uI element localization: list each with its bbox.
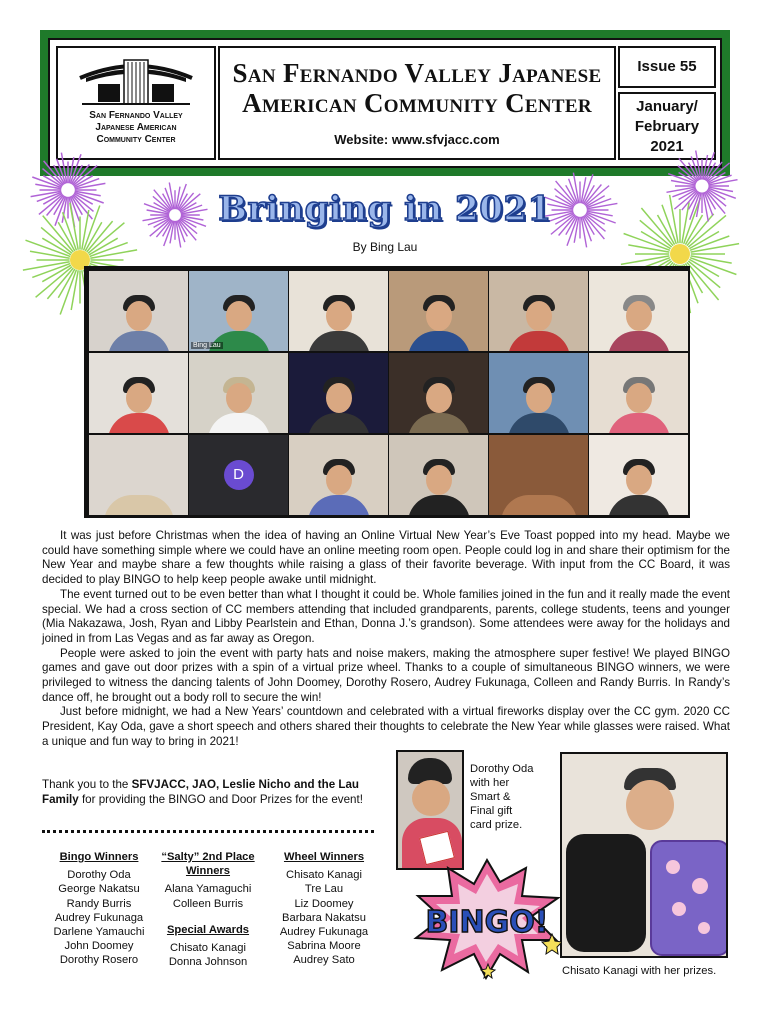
chisato-face bbox=[626, 780, 674, 830]
issue-number: Issue 55 bbox=[618, 46, 716, 88]
participant-tile bbox=[489, 435, 588, 515]
winner-name: Audrey Sato bbox=[293, 954, 355, 967]
dorothy-caption bbox=[470, 762, 550, 832]
participant-face bbox=[426, 465, 452, 495]
thanks-sponsors: SFVJACC, JAO, Leslie Nicho and the Lau Family bbox=[42, 778, 360, 806]
winner-name: Colleen Burris bbox=[172, 897, 244, 910]
firework-purple-right-icon bbox=[664, 148, 740, 224]
participant-tile bbox=[489, 271, 588, 351]
participant-tile bbox=[89, 271, 188, 351]
date-line: January/ bbox=[636, 98, 698, 115]
caption-line: Final gift bbox=[470, 805, 513, 817]
special-awards-heading: Special Awards bbox=[166, 923, 250, 936]
winner-name: Chisato Kanagi bbox=[170, 942, 246, 955]
article-paragraph: People were asked to join the event with party hats and noise makers, making the atmosphere super festive! We played BINGO games and gave out door prizes with a spin of a virtual prize wheel. Thanks to a couple of simultaneous BINGO winners, we were privileged to witness the dancing talents of John Doomey, Dorothy Rosero, Audrey Fukunaga, Colleen and Randy Burris. In Randy’s dance off, he brought out a body roll to secure the win! bbox=[42, 646, 730, 704]
participant-body bbox=[208, 413, 270, 433]
participant-tile bbox=[589, 435, 688, 515]
community-center-logo bbox=[56, 46, 216, 160]
participant-avatar: D bbox=[224, 460, 254, 490]
participant-tile bbox=[189, 271, 288, 351]
participant-body bbox=[308, 495, 370, 515]
participant-body bbox=[608, 331, 670, 351]
participant-tile bbox=[89, 353, 188, 433]
caption-line: with her bbox=[470, 777, 510, 789]
winner-name: Tre Lau bbox=[304, 883, 344, 896]
logo-line: Japanese American bbox=[95, 122, 177, 133]
participant-body bbox=[408, 413, 470, 433]
winner-name: Liz Doomey bbox=[294, 897, 354, 910]
newsletter-title-box bbox=[218, 46, 616, 160]
article-paragraph: It was just before Christmas when the idea of having an Online Virtual New Year’s Eve Toast popped into my head. Maybe we could have something simple where we could have an online meeting room open. People could log in and share their optimism for the New Year and maybe share a few thoughts while raising a glass of their favorite beverage. With input from the CC Board, it was decided to play BINGO to help keep people awake until midnight. bbox=[42, 529, 730, 587]
winner-name: Donna Johnson bbox=[168, 956, 248, 969]
bingo-logo-text: BINGO! bbox=[425, 905, 549, 940]
article-byline: By Bing Lau bbox=[352, 240, 418, 254]
caption-line: card prize. bbox=[470, 819, 523, 831]
article-paragraph: The event turned out to be even better than what I thought it could be. Whole families joined in the fun and it really made the event special. We had a cross section of CC members attending that included grandparents, parents, college students, teens and younger (Mia Nakazawa, Josh, Ryan and Libby Pearlstein and Ethan, Donna J.’s grandson). Some attendees were away for the holidays and joined in from Las Vegas and as far away as Oregon. bbox=[42, 587, 730, 645]
masthead bbox=[40, 30, 730, 176]
participant-face bbox=[426, 301, 452, 331]
flower-dot bbox=[698, 922, 710, 934]
black-backpack bbox=[566, 834, 646, 952]
dorothy-face bbox=[412, 780, 450, 816]
participant-tile bbox=[189, 353, 288, 433]
participant-face bbox=[626, 301, 652, 331]
flower-dot bbox=[672, 902, 686, 916]
participant-body bbox=[408, 331, 470, 351]
date-line: 2021 bbox=[650, 138, 684, 155]
participant-tile bbox=[589, 353, 688, 433]
logo-line: San Fernando Valley bbox=[89, 110, 183, 121]
thank-you-note bbox=[42, 778, 376, 807]
participant-body bbox=[108, 413, 170, 433]
flower-dot bbox=[692, 878, 708, 894]
winner-name: John Doomey bbox=[64, 940, 134, 953]
website-link[interactable]: Website: www.sfvjacc.com bbox=[334, 132, 500, 147]
winner-name: Audrey Fukunaga bbox=[279, 926, 369, 939]
participant-face bbox=[626, 465, 652, 495]
participant-face bbox=[626, 383, 652, 413]
caption-line: Dorothy Oda bbox=[470, 763, 534, 775]
salty-winners-column bbox=[150, 850, 266, 969]
winner-name: Randy Burris bbox=[66, 897, 132, 910]
dorothy-oda-photo bbox=[396, 750, 464, 870]
article-paragraph: Just before midnight, we had a New Years’ countdown and celebrated with a virtual fireworks display over the CC gym. 2020 CC President, Kay Oda, gave a short speech and others shared their thoughts to celebrate the New Year while glasses were raised. What a unique and fun way to bring in 2021! bbox=[42, 705, 730, 748]
chisato-kanagi-photo bbox=[560, 752, 728, 958]
logo-caption bbox=[58, 110, 214, 146]
thanks-prefix: Thank you to the bbox=[42, 778, 132, 791]
bingo-winners-column bbox=[40, 850, 158, 968]
participant-face bbox=[526, 383, 552, 413]
floral-case bbox=[650, 840, 728, 956]
dotted-divider bbox=[42, 830, 374, 833]
zoom-gallery-photo bbox=[84, 266, 690, 518]
participant-face bbox=[326, 301, 352, 331]
winner-name: Barbara Nakatsu bbox=[282, 911, 366, 924]
wheel-winners-column bbox=[270, 850, 378, 968]
participant-tile bbox=[289, 353, 388, 433]
participant-body bbox=[501, 495, 577, 515]
participant-name-label: Bing Lau bbox=[193, 342, 221, 349]
winner-name: Sabrina Moore bbox=[287, 940, 361, 953]
participant-body bbox=[308, 413, 370, 433]
newsletter-title-line-1: San Fernando Valley Japanese bbox=[232, 58, 602, 88]
participant-face bbox=[326, 383, 352, 413]
participant-body bbox=[508, 413, 570, 433]
article-body bbox=[42, 529, 730, 750]
winner-name: Dorothy Rosero bbox=[59, 954, 139, 967]
participant-body bbox=[104, 495, 174, 515]
participant-body bbox=[608, 413, 670, 433]
logo-line: Community Center bbox=[96, 134, 176, 145]
winner-name: Audrey Fukunaga bbox=[54, 911, 144, 924]
article-headline: Bringing in 2021 bbox=[218, 189, 552, 229]
participant-body bbox=[608, 495, 670, 515]
flower-dot bbox=[666, 860, 680, 874]
participant-body bbox=[108, 331, 170, 351]
winner-name: Dorothy Oda bbox=[67, 869, 131, 882]
salty-heading-line: “Salty” 2nd Place bbox=[161, 851, 255, 863]
participant-tile bbox=[389, 353, 488, 433]
participant-face bbox=[126, 301, 152, 331]
salty-heading-line: Winners bbox=[185, 865, 231, 878]
participant-body bbox=[508, 331, 570, 351]
participant-face bbox=[526, 301, 552, 331]
winner-name: Alana Yamaguchi bbox=[164, 883, 252, 896]
date-line: February bbox=[634, 118, 700, 135]
participant-tile bbox=[589, 271, 688, 351]
participant-face bbox=[226, 301, 252, 331]
winner-name: Darlene Yamauchi bbox=[53, 926, 145, 939]
participant-face bbox=[226, 383, 252, 413]
participant-tile bbox=[289, 435, 388, 515]
winner-name: Chisato Kanagi bbox=[286, 869, 362, 882]
masthead-inner bbox=[48, 38, 722, 168]
participant-face bbox=[426, 383, 452, 413]
winner-name: George Nakatsu bbox=[58, 883, 140, 896]
participant-tile bbox=[89, 435, 188, 515]
newsletter-title-line-2: American Community Center bbox=[242, 88, 592, 118]
participant-body bbox=[308, 331, 370, 351]
wheel-winners-heading: Wheel Winners bbox=[283, 851, 365, 863]
participant-face bbox=[326, 465, 352, 495]
bingo-starburst-logo bbox=[412, 856, 562, 980]
building-logo-icon bbox=[78, 56, 194, 108]
participant-tile bbox=[189, 435, 288, 515]
salty-winners-heading bbox=[150, 850, 266, 878]
participant-tile bbox=[489, 353, 588, 433]
participant-tile bbox=[389, 271, 488, 351]
participant-tile bbox=[289, 271, 388, 351]
participant-face bbox=[126, 383, 152, 413]
participant-body bbox=[408, 495, 470, 515]
chisato-caption: Chisato Kanagi with her prizes. bbox=[562, 965, 717, 977]
thanks-suffix: for providing the BINGO and Door Prizes for the event! bbox=[78, 792, 363, 806]
caption-line: Smart & bbox=[470, 791, 511, 803]
bingo-winners-heading: Bingo Winners bbox=[59, 851, 139, 863]
participant-tile bbox=[389, 435, 488, 515]
